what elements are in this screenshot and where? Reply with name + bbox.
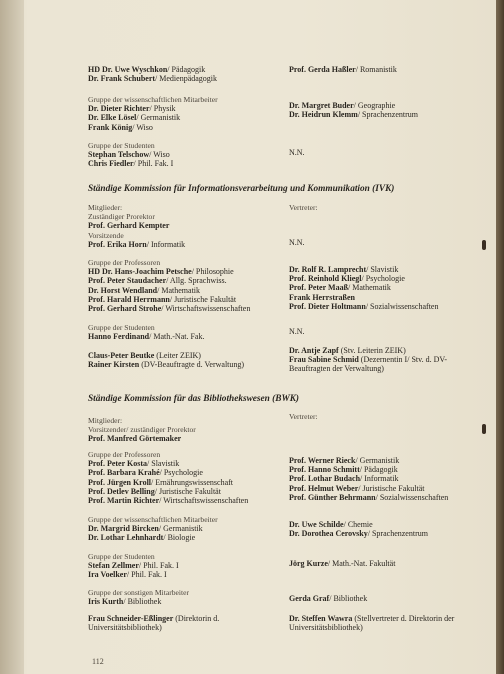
person-entry: Gerda Graf/ Bibliothek [289, 594, 368, 603]
person-entry: Prof. Manfred Görtemaker [88, 434, 182, 444]
ivk-stud-left [88, 323, 204, 341]
page-binding [0, 0, 24, 674]
bwk-wiss-left [88, 515, 218, 543]
placeholder-nn: N.N. [289, 238, 305, 247]
top-right-block [289, 65, 397, 74]
person-entry: Dr. Dieter Richter/ Physik [88, 104, 176, 114]
person-entry: Rainer Kirsten (DV-Beauftragte d. Verwaltung) [88, 360, 245, 370]
person-entry: Prof. Jürgen Kroll/ Ernährungswissenschaft [88, 477, 234, 487]
person-entry: Dr. Dorothea Cerovsky/ Sprachenzentrum [289, 529, 428, 539]
person-entry: Dr. Heidrun Klemm/ Sprachenzentrum [289, 110, 419, 120]
placeholder-nn: N.N. [289, 148, 305, 157]
person-entry: Prof. Gerda Haßler/ Romanistik [289, 65, 397, 74]
person-entry: Prof. Dieter Holtmann/ Sozialwissenschaften [289, 301, 439, 311]
group-label: Gruppe der wissenschaftlichen Mitarbeiter [88, 95, 218, 104]
person-entry: Frau Sabine Schmid (Dezernentin I/ Stv. d. DV- [289, 355, 448, 365]
person-entry: Prof. Gerhard Strohe/ Wirtschaftswissenschaften [88, 304, 251, 314]
person-entry: HD Dr. Uwe Wyschkon/ Pädagogik [88, 65, 206, 74]
group-label: Gruppe der Studenten [88, 141, 155, 150]
person-entry: Prof. Peter Maaß/ Mathematik [289, 283, 391, 293]
vorsitz-label: Vorsitzende [88, 230, 124, 240]
person-entry: Beauftragten der Verwaltung) [289, 364, 384, 374]
person-entry: Dr. Margret Buder/ Geographie [289, 101, 396, 110]
ivk-vorsitz-vertreter [289, 238, 305, 247]
person-entry: Prof. Peter Staudacher/ Allg. Sprachwiss. [88, 276, 227, 286]
person-entry: Hanno Ferdinand/ Math.-Nat. Fak. [88, 332, 205, 342]
person-entry: Dr. Frank Schubert/ Medienpädagogik [88, 74, 218, 84]
person-entry: Prof. Barbara Krahé/ Psychologie [88, 468, 203, 478]
person-entry: Dr. Uwe Schilde/ Chemie [289, 520, 373, 529]
prorektor-label: Zuständiger Prorektor [88, 212, 155, 222]
group-label: Gruppe der Professoren [88, 258, 161, 267]
ivk-extra-left [88, 351, 244, 369]
person-entry: Stephan Telschow/ Wiso [88, 150, 170, 160]
person-entry: Prof. Werner Rieck/ Germanistik [289, 456, 400, 465]
person-entry: Prof. Peter Kosta/ Slavistik [88, 459, 180, 469]
person-entry: Chris Fiedler/ Phil. Fak. I [88, 159, 174, 169]
bwk-vertreter-label: Vertreter: [289, 412, 318, 421]
person-entry: Dr. Steffen Wawra (Stellvertreter d. Direktorin der [289, 614, 455, 623]
members-label: Mitglieder: [88, 203, 123, 212]
stud-group-right [289, 148, 305, 157]
person-entry: Prof. Hanno Schmitt/ Pädagogik [289, 465, 398, 475]
person-entry: Prof. Günther Behrmann/ Sozialwissenschaften [289, 492, 449, 502]
book-edge [496, 0, 504, 674]
person-entry: Frank König/ Wiso [88, 122, 153, 132]
person-entry: Iris Kurth/ Bibliothek [88, 597, 162, 607]
person-entry: Prof. Gerhard Kempter [88, 221, 170, 231]
person-entry: Frau Schneider-Eßlinger (Direktorin d. [88, 614, 220, 623]
wiss-group-right [289, 101, 418, 119]
bwk-final-right [289, 614, 454, 632]
person-entry: Prof. Detlev Belling/ Juristische Fakultät [88, 486, 221, 496]
ivk-extra-right [289, 346, 447, 374]
bwk-section-title: Ständige Kommission für das Bibliothekswesen (BWK) [88, 394, 300, 404]
person-entry: Claus-Peter Beutke (Leiter ZEIK) [88, 351, 201, 360]
person-entry: Universitätsbibliothek) [88, 623, 162, 633]
person-entry: Prof. Lothar Budach/ Informatik [289, 474, 399, 484]
group-label: Gruppe der sonstigen Mitarbeiter [88, 588, 190, 597]
ivk-prof-left [88, 258, 250, 313]
person-entry: Dr. Antje Zapf (Stv. Leiterin ZEIK) [289, 346, 406, 355]
group-label: Gruppe der Studenten [88, 552, 155, 561]
bwk-stud-right [289, 559, 395, 568]
placeholder-nn: N.N. [289, 327, 305, 336]
person-entry: Jörg Kurze/ Math.-Nat. Fakultät [289, 559, 396, 568]
prorektor-label: Vorsitzender/ zuständiger Prorektor [88, 425, 196, 435]
bwk-wiss-right [289, 520, 428, 538]
person-entry: Dr. Margrid Bircken/ Germanistik [88, 524, 203, 534]
ivk-members-left [88, 203, 185, 249]
ivk-prof-right [289, 265, 438, 311]
bwk-sonst-right [289, 594, 367, 603]
margin-mark [482, 240, 486, 250]
bwk-stud-left [88, 552, 179, 580]
person-entry: Prof. Erika Horn/ Informatik [88, 239, 186, 249]
bwk-members-left [88, 416, 196, 444]
bwk-prof-left [88, 450, 248, 505]
bwk-final-left [88, 614, 219, 632]
person-entry: Universitätsbibliothek) [289, 623, 363, 633]
group-label: Gruppe der Professoren [88, 450, 161, 459]
stud-group-left [88, 141, 173, 169]
person-entry: HD Dr. Hans-Joachim Petsche/ Philosophie [88, 267, 234, 277]
person-entry: Dr. Horst Wendland/ Mathematik [88, 285, 201, 295]
bwk-prof-right [289, 456, 448, 502]
person-entry: Ira Voelker/ Phil. Fak. I [88, 570, 167, 580]
person-entry: Prof. Reinhold Kliegl/ Psychologie [289, 274, 405, 284]
person-entry: Dr. Lothar Lehnhardt/ Biologie [88, 533, 196, 543]
margin-mark [482, 424, 486, 434]
top-left-block [88, 65, 217, 83]
ivk-section-title: Ständige Kommission für Informationsverarbeitung und Kommunikation (IVK) [88, 184, 395, 194]
ivk-stud-right [289, 327, 305, 336]
person-entry: Prof. Martin Richter/ Wirtschaftswissenschaften [88, 496, 249, 506]
person-entry: Prof. Harald Herrmann/ Juristische Fakultät [88, 294, 237, 304]
person-entry: Dr. Rolf R. Lamprecht/ Slavistik [289, 265, 399, 274]
person-entry: Stefan Zellmer/ Phil. Fak. I [88, 561, 179, 571]
group-label: Gruppe der wissenschaftlichen Mitarbeiter [88, 515, 218, 524]
bwk-sonst-left [88, 588, 189, 606]
wiss-group-left [88, 95, 218, 132]
ivk-vertreter-label: Vertreter: [289, 203, 318, 212]
person-entry: Dr. Elke Lösel/ Germanistik [88, 113, 181, 123]
page-number: 112 [92, 657, 104, 666]
members-label: Mitglieder: [88, 416, 123, 425]
group-label: Gruppe der Studenten [88, 323, 155, 332]
person-entry: Prof. Helmut Weber/ Juristische Fakultät [289, 483, 425, 493]
person-entry: Frank Herrstraßen [289, 292, 355, 302]
